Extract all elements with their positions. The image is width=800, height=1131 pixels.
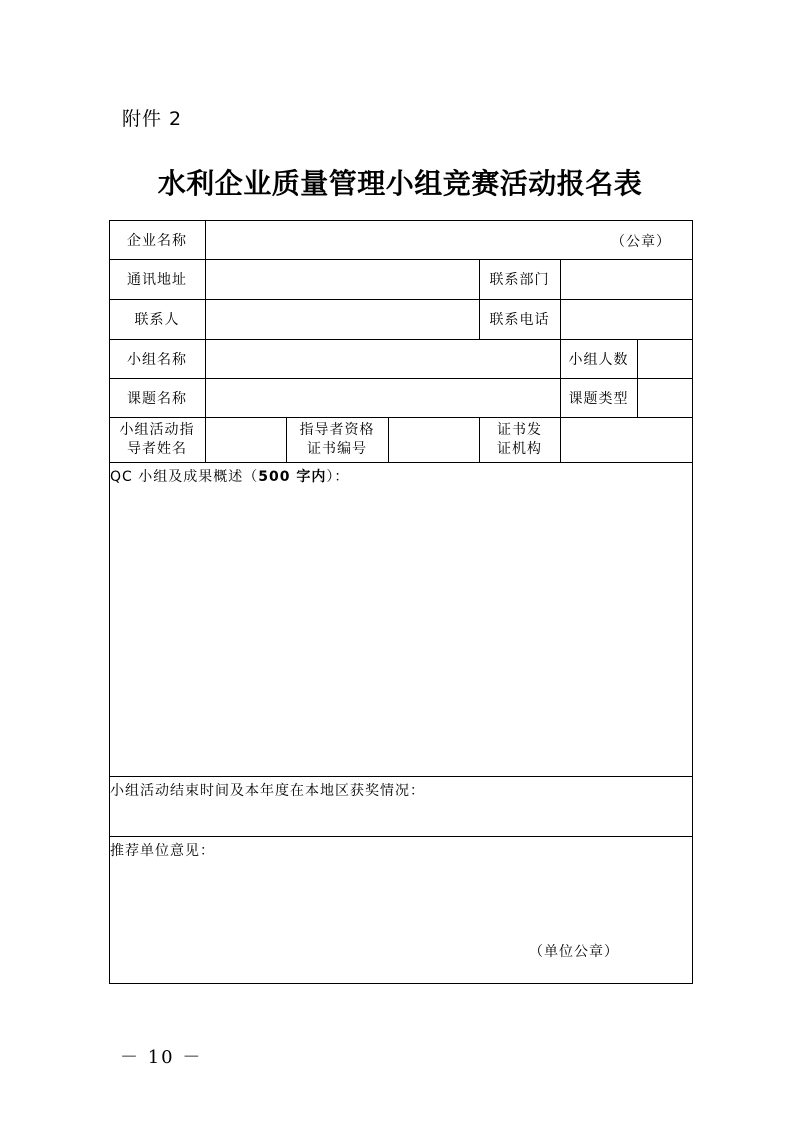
page-number: － 10 －: [120, 1047, 203, 1068]
summary-label-suffix: ）：: [326, 469, 350, 485]
company-seal-note: （公章）: [611, 234, 671, 250]
cert-issuer-field[interactable]: [561, 417, 692, 462]
mentor-name-label-line1: 小组活动指: [119, 421, 195, 438]
address-field[interactable]: [206, 259, 479, 299]
cert-issuer-label: [479, 417, 560, 462]
topic-type-label: 课题类型: [568, 390, 629, 407]
contact-phone-label: 联系电话: [489, 312, 550, 328]
recommendation-label: 推荐单位意见：: [110, 843, 215, 859]
mentor-cert-field[interactable]: [389, 417, 479, 462]
summary-label-limit: 500 字内: [258, 469, 327, 485]
awards-label: 小组活动结束时间及本年度在本地区获奖情况：: [110, 783, 425, 799]
topic-name-label: 课题名称: [127, 390, 187, 407]
unit-seal-note: （单位公章）: [529, 944, 619, 960]
mentor-name-field[interactable]: [206, 417, 286, 462]
summary-label-prefix: QC 小组及成果概述（: [110, 469, 259, 485]
contact-person-label: 联系人: [134, 312, 180, 328]
row-divider: [109, 836, 693, 837]
contact-dept-label: 联系部门: [489, 272, 550, 288]
attachment-label: 附件 2: [122, 108, 183, 130]
cert-issuer-label-line1: 证书发: [497, 421, 542, 438]
summary-textarea[interactable]: [110, 488, 692, 776]
team-size-label: 小组人数: [568, 351, 629, 368]
registration-form: [109, 220, 693, 984]
summary-label: [110, 466, 349, 486]
contact-person-field[interactable]: [206, 299, 479, 339]
recommendation-textarea[interactable]: [110, 862, 692, 983]
form-border-bottom: [109, 983, 693, 984]
form-border-right: [692, 220, 693, 984]
mentor-name-label: [109, 417, 205, 462]
mentor-cert-label: [286, 417, 388, 462]
row-divider: [109, 776, 693, 777]
company-name-label: 企业名称: [127, 232, 187, 249]
topic-type-field[interactable]: [638, 378, 692, 417]
team-size-field[interactable]: [638, 339, 692, 378]
mentor-cert-label-line2: 证书编号: [307, 440, 367, 457]
mentor-cert-label-line1: 指导者资格: [299, 421, 375, 438]
row-divider: [109, 462, 693, 463]
team-name-label: 小组名称: [127, 351, 187, 368]
cert-issuer-label-line2: 证机构: [497, 440, 542, 457]
mentor-name-label-line2: 导者姓名: [127, 440, 187, 457]
contact-dept-field[interactable]: [561, 259, 692, 299]
contact-phone-field[interactable]: [561, 299, 692, 339]
topic-name-field[interactable]: [206, 378, 560, 417]
awards-textarea[interactable]: [110, 802, 692, 836]
address-label: 通讯地址: [127, 272, 187, 288]
team-name-field[interactable]: [206, 339, 560, 378]
page-title: 水利企业质量管理小组竞赛活动报名表: [157, 167, 643, 200]
